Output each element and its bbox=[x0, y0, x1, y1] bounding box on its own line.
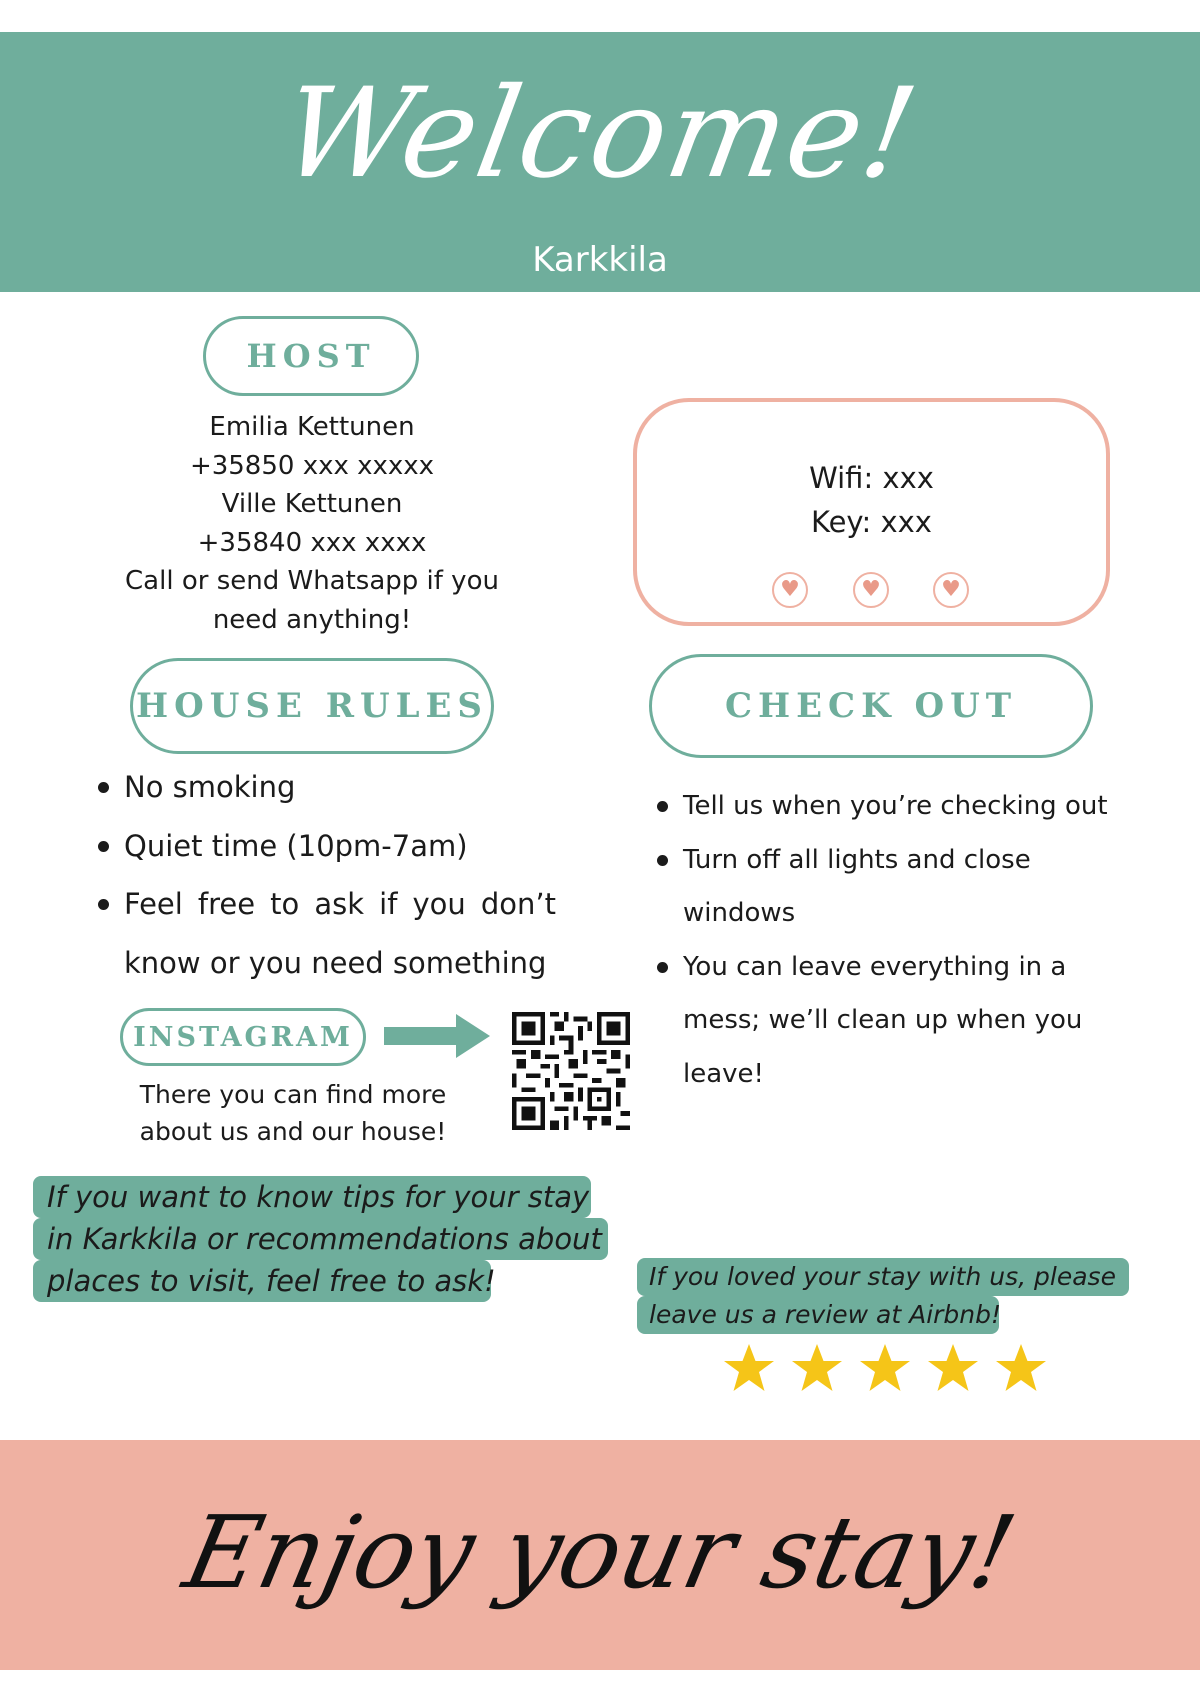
list-item: Tell us when you’re checking out bbox=[655, 780, 1125, 834]
star-icon bbox=[860, 1344, 910, 1391]
review-line: If you loved your stay with us, please bbox=[637, 1258, 1129, 1296]
heart-icon: ♥ bbox=[772, 572, 808, 608]
bullet-icon bbox=[98, 875, 110, 992]
host-line: Emilia Kettunen bbox=[209, 412, 415, 442]
tips-line: places to visit, feel free to ask! bbox=[33, 1260, 491, 1302]
heart-icon: ♥ bbox=[933, 572, 969, 608]
star-icon bbox=[792, 1344, 842, 1391]
host-line: need anything! bbox=[212, 604, 412, 635]
tips-callout bbox=[33, 1176, 608, 1318]
host-line: +35840 xxx xxxx bbox=[197, 527, 427, 558]
star-icon bbox=[928, 1344, 978, 1391]
host-line: +35850 xxx xxxxx bbox=[189, 450, 435, 481]
enjoy-message: Enjoy your stay! bbox=[174, 1494, 1026, 1611]
welcome-title: Welcome! bbox=[271, 62, 929, 206]
check-out-heading: CHECK OUT bbox=[649, 654, 1093, 758]
instagram-heading[interactable]: INSTAGRAM bbox=[120, 1008, 366, 1066]
tips-line: If you want to know tips for your stay bbox=[33, 1176, 591, 1218]
house-rules-heading: HOUSE RULES bbox=[130, 658, 494, 754]
wifi-key: Key: xxx bbox=[811, 505, 932, 539]
instagram-description: There you can find more about us and our house! bbox=[139, 1080, 447, 1146]
heart-icon: ♥ bbox=[853, 572, 889, 608]
host-contact-block bbox=[100, 408, 524, 640]
bullet-icon bbox=[98, 758, 110, 817]
location-subtitle: Karkkila bbox=[532, 240, 668, 280]
bullet-icon bbox=[98, 817, 110, 876]
house-rules-list bbox=[96, 758, 556, 992]
rating-stars bbox=[722, 1342, 1052, 1396]
wifi-name: Wifi: xxx bbox=[809, 461, 934, 495]
host-heading: HOST bbox=[203, 316, 419, 396]
check-out-list bbox=[655, 780, 1125, 1101]
host-line: Ville Kettunen bbox=[221, 489, 403, 520]
list-item: Turn off all lights and close windows bbox=[655, 834, 1125, 941]
list-item: You can leave everything in a mess; we’ll clean up when you leave! bbox=[655, 941, 1125, 1102]
bullet-icon bbox=[657, 834, 669, 941]
host-line: Call or send Whatsapp if you bbox=[125, 566, 499, 597]
wifi-info bbox=[633, 456, 1110, 544]
star-icon bbox=[996, 1344, 1046, 1391]
tips-line: in Karkkila or recommendations about bbox=[33, 1218, 608, 1260]
list-item: Quiet time (10pm-7am) bbox=[96, 817, 556, 876]
list-item: Feel free to ask if you don’t know or you need something bbox=[96, 875, 556, 992]
bullet-icon bbox=[657, 780, 669, 834]
bullet-icon bbox=[657, 941, 669, 1102]
list-item: No smoking bbox=[96, 758, 556, 817]
review-line: leave us a review at Airbnb! bbox=[637, 1296, 999, 1334]
qr-code-icon[interactable] bbox=[512, 1012, 630, 1130]
star-icon bbox=[724, 1344, 774, 1391]
arrow-right-icon bbox=[384, 1014, 490, 1058]
